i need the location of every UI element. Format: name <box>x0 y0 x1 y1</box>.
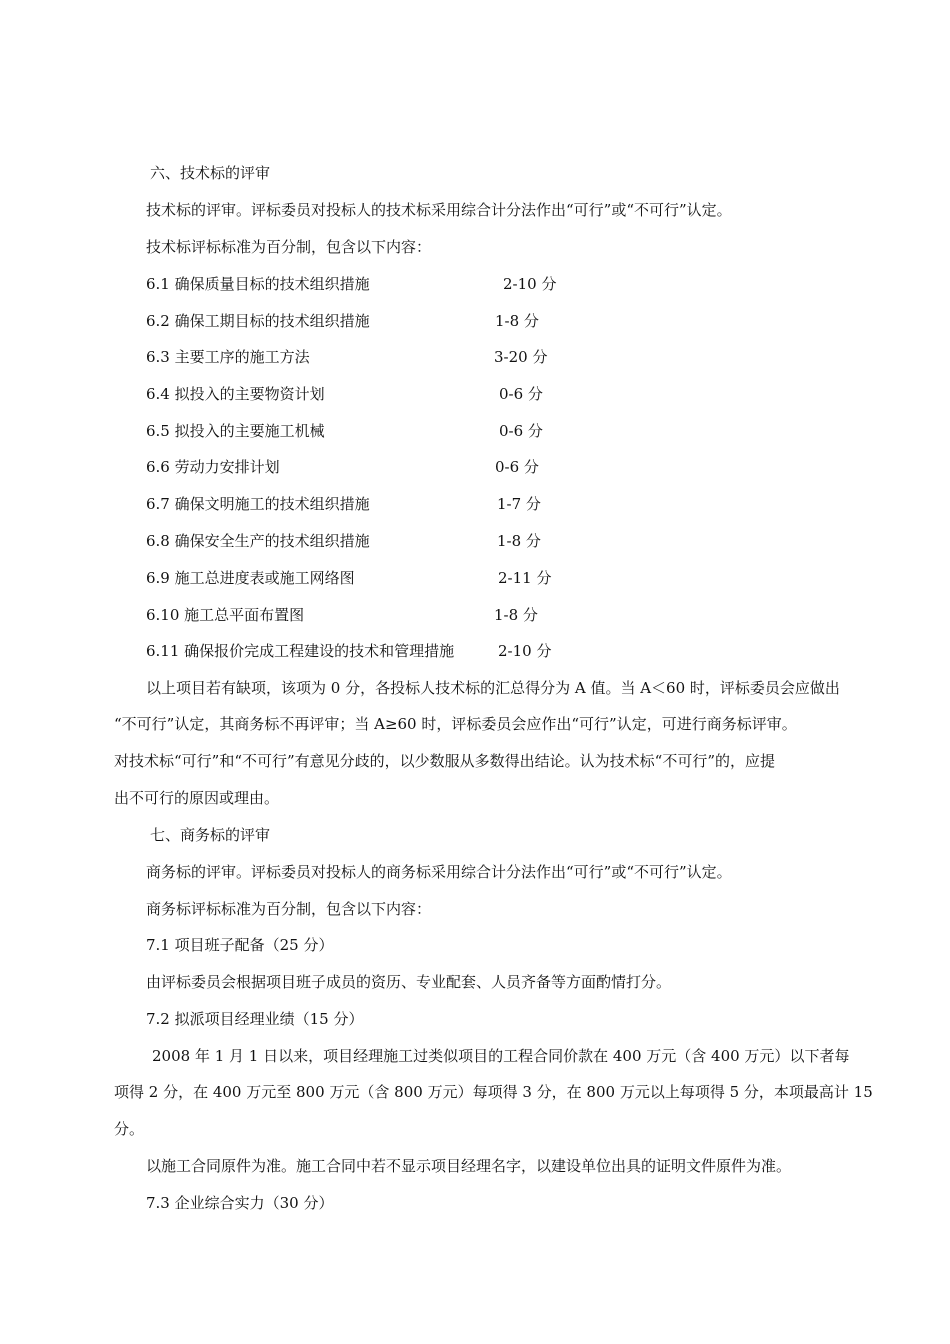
item-6-10-label: 6.10 施工总平面布置图 <box>146 606 305 624</box>
item-7-2-description-line-3: 分。 <box>114 1120 145 1138</box>
section-6-heading: 六、技术标的评审 <box>150 164 271 182</box>
item-7-2-description-line-1: 2008 年 1 月 1 日以来，项目经理施工过类似项目的工程合同价款在 400 万元（含 400 万元）以下者每 <box>152 1047 850 1065</box>
item-6-8-label: 6.8 确保安全生产的技术组织措施 <box>146 532 370 550</box>
item-6-10-score: 1-8 分 <box>494 606 538 624</box>
item-6-3-label: 6.3 主要工序的施工方法 <box>146 348 310 366</box>
item-6-6-label: 6.6 劳动力安排计划 <box>146 458 280 476</box>
item-6-6-score: 0-6 分 <box>495 458 539 476</box>
item-6-1-label: 6.1 确保质量目标的技术组织措施 <box>146 275 370 293</box>
item-6-5-score: 0-6 分 <box>499 422 543 440</box>
item-6-7-label: 6.7 确保文明施工的技术组织措施 <box>146 495 370 513</box>
item-7-2-label: 7.2 拟派项目经理业绩（15 分） <box>146 1010 364 1028</box>
item-6-11-score: 2-10 分 <box>498 642 552 660</box>
item-6-3-score: 3-20 分 <box>494 348 548 366</box>
section-7-standard: 商务标评标标准为百分制，包含以下内容： <box>146 900 432 918</box>
section-7-heading: 七、商务标的评审 <box>150 826 271 844</box>
section-6-summary-line-3: 对技术标“可行”和“不可行”有意见分歧的，以少数服从多数得出结论。认为技术标“不可行”的，应提 <box>114 752 776 770</box>
item-6-7-score: 1-7 分 <box>497 495 541 513</box>
item-6-11-label: 6.11 确保报价完成工程建设的技术和管理措施 <box>146 642 455 660</box>
item-7-1-label: 7.1 项目班子配备（25 分） <box>146 936 334 954</box>
item-6-2-label: 6.2 确保工期目标的技术组织措施 <box>146 312 370 330</box>
section-6-summary-line-2: “不可行”认定，其商务标不再评审；当 A≥60 时，评标委员会应作出“可行”认定，可进行商务标评审。 <box>114 715 797 733</box>
item-6-5-label: 6.5 拟投入的主要施工机械 <box>146 422 325 440</box>
section-7-intro: 商务标的评审。评标委员对投标人的商务标采用综合计分法作出“可行”或“不可行”认定。 <box>146 863 732 881</box>
item-6-4-score: 0-6 分 <box>499 385 543 403</box>
item-6-1-score: 2-10 分 <box>503 275 557 293</box>
item-6-4-label: 6.4 拟投入的主要物资计划 <box>146 385 325 403</box>
item-7-1-description: 由评标委员会根据项目班子成员的资历、专业配套、人员齐备等方面酌情打分。 <box>146 973 672 991</box>
section-6-standard: 技术标评标标准为百分制，包含以下内容： <box>146 238 432 256</box>
item-7-2-description-line-2: 项得 2 分，在 400 万元至 800 万元（含 800 万元）每项得 3 分，在 800 万元以上每项得 5 分，本项最高计 15 <box>114 1083 873 1101</box>
section-6-intro: 技术标的评审。评标委员对投标人的技术标采用综合计分法作出“可行”或“不可行”认定。 <box>146 201 732 219</box>
item-6-2-score: 1-8 分 <box>495 312 539 330</box>
item-7-3-label: 7.3 企业综合实力（30 分） <box>146 1194 334 1212</box>
item-7-2-note: 以施工合同原件为准。施工合同中若不显示项目经理名字，以建设单位出具的证明文件原件为准。 <box>146 1157 792 1175</box>
section-6-summary-line-1: 以上项目若有缺项，该项为 0 分，各投标人技术标的汇总得分为 A 值。当 A＜60 时，评标委员会应做出 <box>146 679 840 697</box>
item-6-9-label: 6.9 施工总进度表或施工网络图 <box>146 569 355 587</box>
section-6-summary-line-4: 出不可行的原因或理由。 <box>114 789 280 807</box>
item-6-8-score: 1-8 分 <box>497 532 541 550</box>
item-6-9-score: 2-11 分 <box>498 569 552 587</box>
